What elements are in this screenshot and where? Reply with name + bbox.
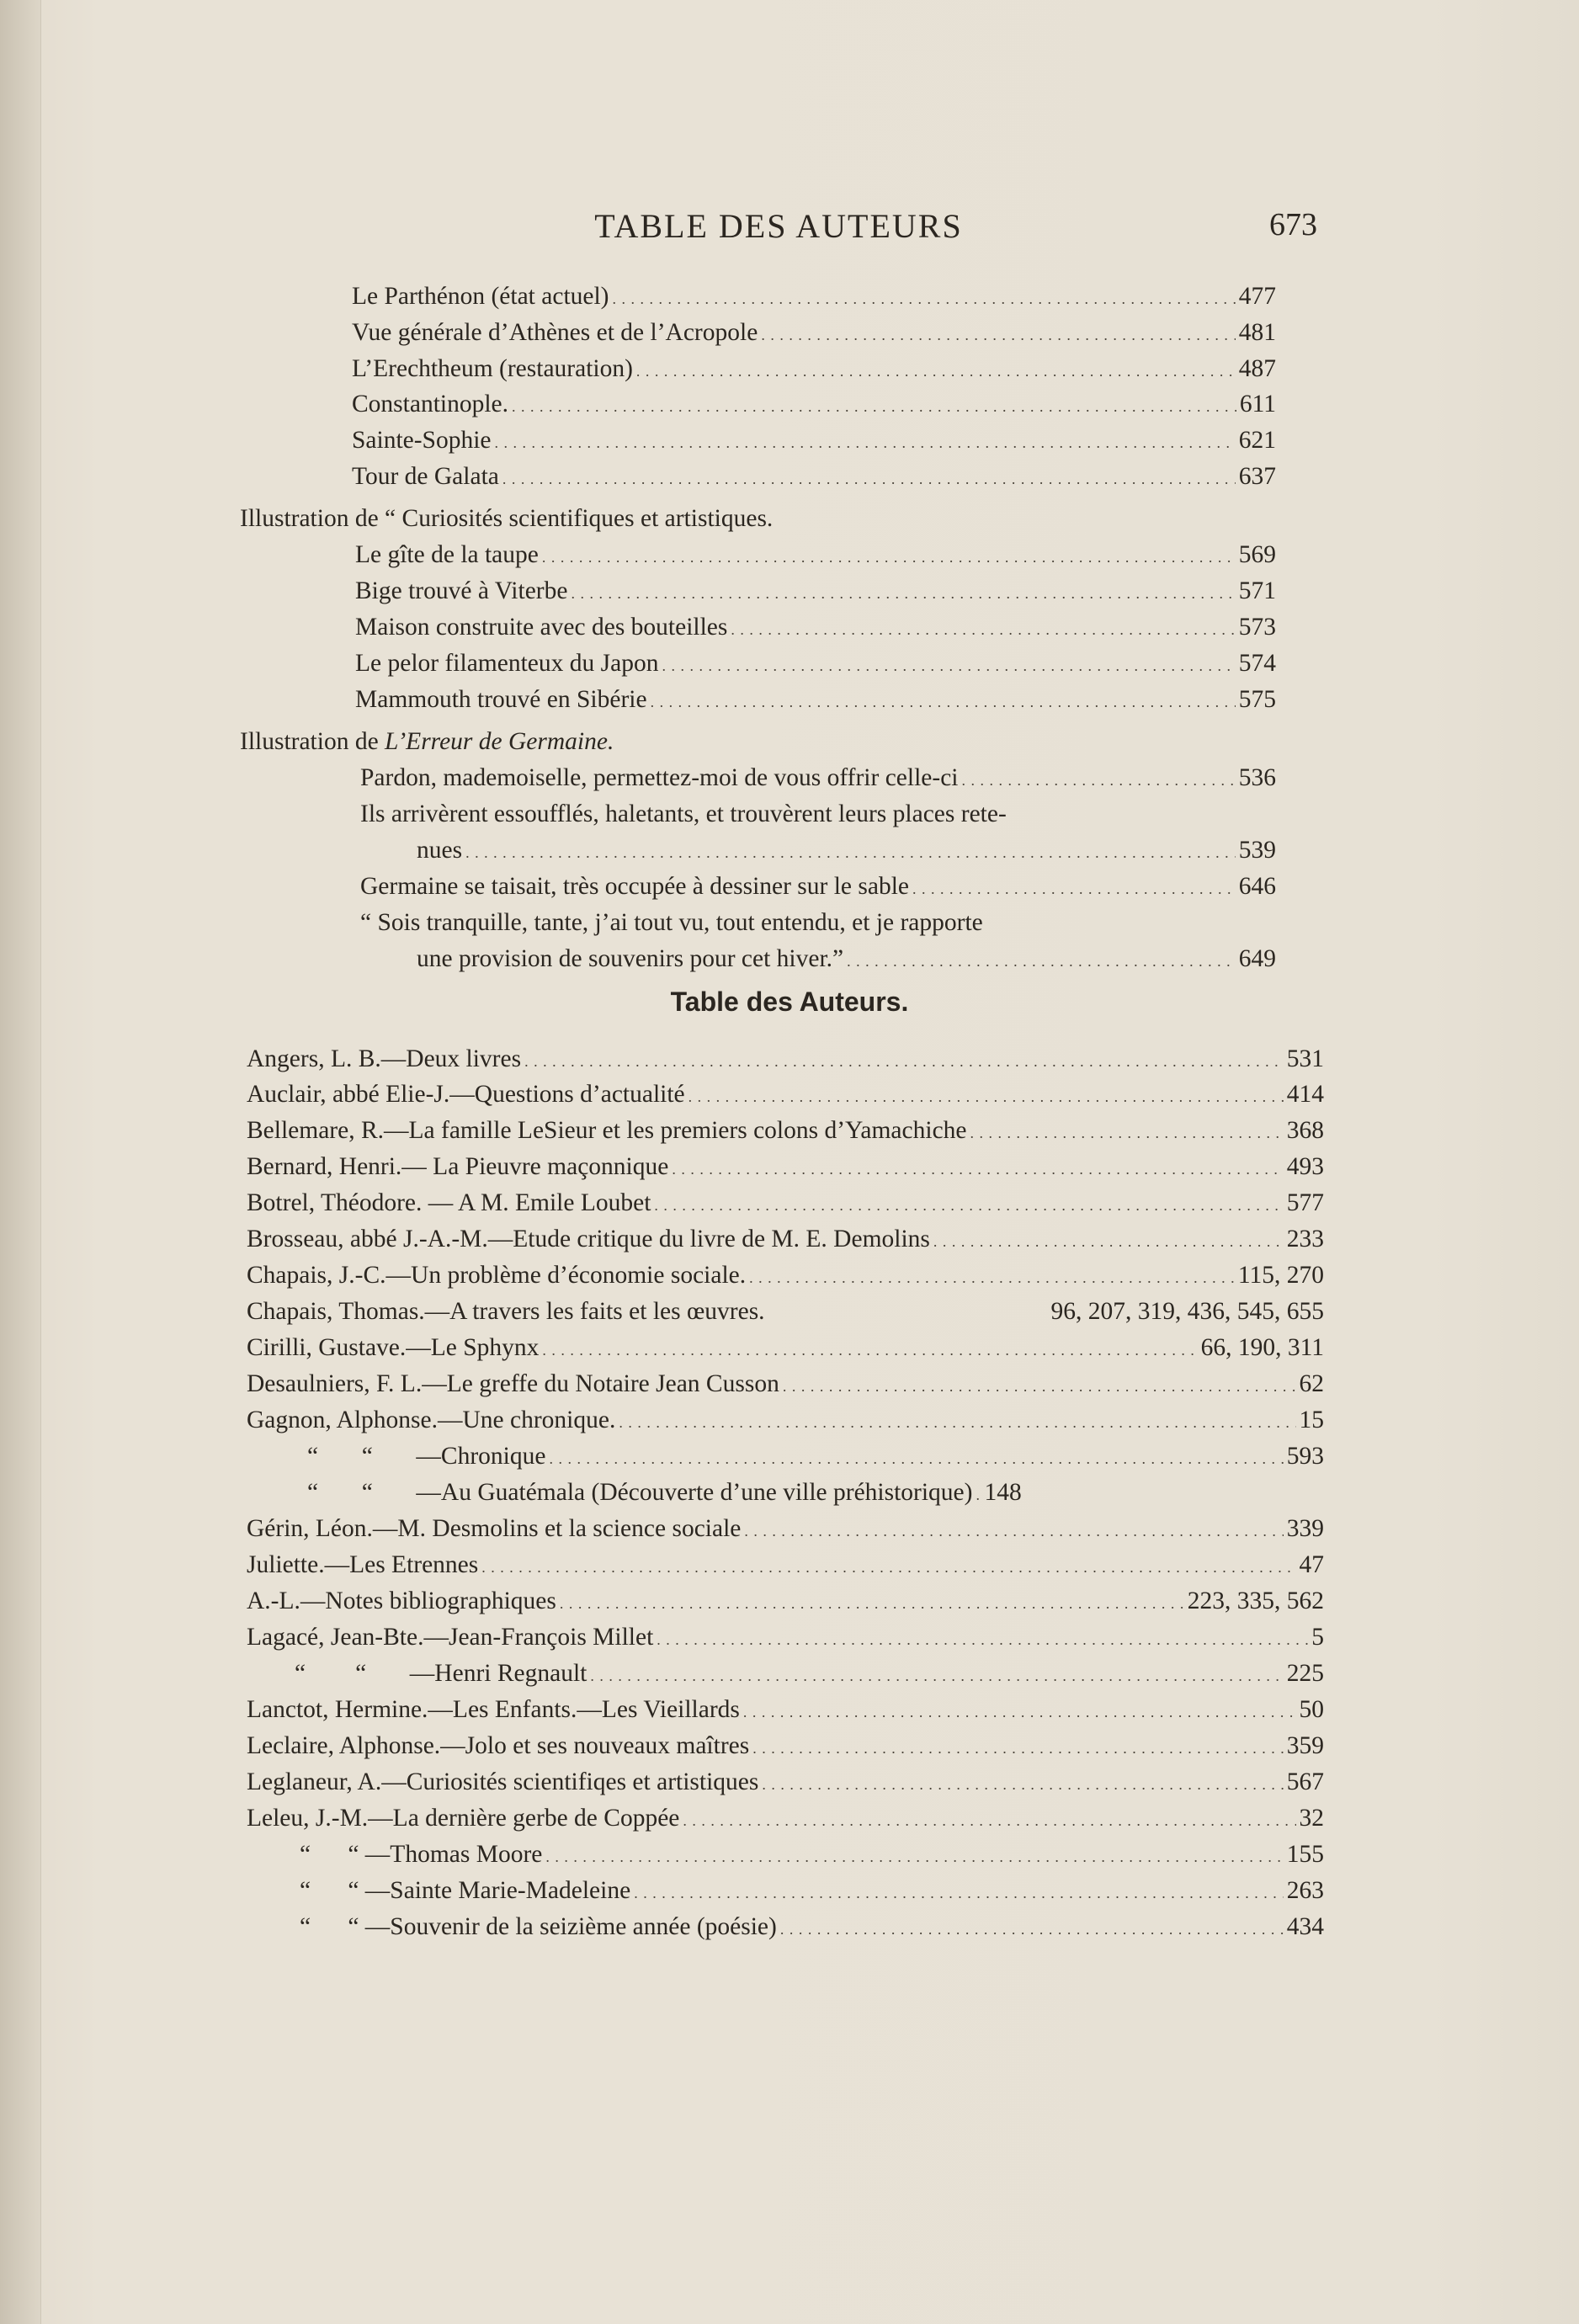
entry-title: “ “ —Henri Regnault [295, 1660, 587, 1687]
list-item [247, 1767, 1324, 1797]
entry-title: Maison construite avec des bouteilles [355, 614, 728, 641]
entry-title: Bernard, Henri.— La Pieuvre maçonnique [247, 1153, 669, 1180]
entry-page: 569 [1238, 541, 1276, 568]
list-item [247, 1079, 1324, 1109]
leader-dots [744, 1513, 1283, 1546]
entry-page: 47 [1299, 1551, 1324, 1578]
entry-page: 646 [1238, 873, 1276, 900]
leader-dots [495, 425, 1236, 458]
list-item [247, 1731, 1324, 1761]
list-item [247, 1694, 1324, 1725]
entry-title: Juliette.—Les Etrennes [247, 1551, 479, 1578]
leader-dots [654, 1188, 1283, 1220]
section-heading-prefix: Illustration de [240, 728, 385, 755]
entry-title: A.-L.—Notes bibliographiques [247, 1587, 556, 1614]
list-item [247, 1115, 1324, 1146]
leader-dots [657, 1622, 1308, 1655]
entry-title: Tour de Galata [352, 463, 499, 490]
entry-page: 233 [1286, 1226, 1324, 1252]
entry-page: 493 [1286, 1153, 1324, 1180]
leader-dots [481, 1550, 1295, 1582]
leader-dots [545, 1839, 1283, 1872]
leader-dots [590, 1658, 1283, 1691]
list-item [307, 1477, 1324, 1508]
entry-page: 649 [1238, 945, 1276, 972]
leader-dots [512, 389, 1236, 422]
entry-page: 368 [1286, 1117, 1324, 1144]
page-title: TABLE DES AUTEURS [594, 207, 963, 245]
leader-dots [634, 1875, 1284, 1908]
entry-page: 487 [1238, 355, 1276, 382]
list-item [355, 612, 1276, 642]
entry-title: “ “ —Au Guatémala (Découverte d’une ville préhistorique) [307, 1479, 973, 1506]
entry-page: 539 [1238, 837, 1276, 864]
entry-title: Leglaneur, A.—Curiosités scientifiqes et artistiques [247, 1768, 759, 1795]
list-item [355, 576, 1276, 606]
leader-dots [549, 1441, 1283, 1474]
list-item [247, 1586, 1324, 1616]
entry-title: “ “ —Chronique [307, 1443, 546, 1470]
entry-page: 148 [984, 1479, 1022, 1506]
entry-title: Lagacé, Jean-Bte.—Jean-François Millet [247, 1624, 654, 1651]
leader-dots [752, 1731, 1284, 1763]
leader-dots [688, 1079, 1284, 1112]
entry-title: Gérin, Léon.—M. Desmolins et la science sociale [247, 1515, 742, 1542]
entry-title-line: Ils arrivèrent essoufflés, haletants, et trouvèrent leurs places rete- [360, 800, 1007, 827]
list-item [352, 425, 1276, 455]
entry-title: Pardon, mademoiselle, permettez-moi de vous offrir celle-ci [360, 764, 959, 791]
leader-dots [465, 835, 1236, 868]
leader-gap [976, 1477, 981, 1510]
leader-dots [672, 1151, 1283, 1184]
leader-dots [502, 461, 1236, 494]
entry-page: 115, 270 [1237, 1262, 1324, 1289]
entry-title: Le gîte de la taupe [355, 541, 539, 568]
entry-title: Auclair, abbé Elie-J.—Questions d’actualité [247, 1081, 685, 1108]
entry-title: Le pelor filamenteux du Japon [355, 650, 659, 677]
leader-dots [762, 1767, 1283, 1800]
list-item [352, 461, 1276, 492]
list-item [352, 354, 1276, 384]
entry-title: Chapais, J.-C.—Un problème d’économie sociale. [247, 1262, 747, 1289]
list-item [355, 540, 1276, 570]
entry-page: 611 [1239, 391, 1276, 417]
entry-page: 223, 335, 562 [1187, 1587, 1324, 1614]
list-item [247, 1622, 1324, 1652]
entry-page: 50 [1299, 1696, 1324, 1723]
list-item [247, 1405, 1324, 1435]
leader-dots [731, 612, 1235, 645]
entry-title: Cirilli, Gustave.—Le Sphynx [247, 1334, 540, 1361]
entry-title: L’Erechtheum (restauration) [352, 355, 633, 382]
entry-page: 96, 207, 319, 436, 545, 655 [1050, 1298, 1324, 1325]
leader-dots [560, 1586, 1184, 1619]
entry-page: 477 [1238, 283, 1276, 310]
entry-page: 531 [1286, 1045, 1324, 1072]
leader-dots [571, 576, 1235, 609]
entry-page: 15 [1299, 1407, 1324, 1433]
authors-heading: Table des Auteurs. [670, 987, 909, 1017]
list-item [300, 1839, 1324, 1869]
entry-page: 155 [1286, 1841, 1324, 1868]
leader-dots [524, 1044, 1284, 1077]
entry-page: 593 [1286, 1443, 1324, 1470]
entry-title: une provision de souvenirs pour cet hiver.” [417, 945, 844, 972]
list-item [352, 389, 1276, 419]
section-heading-curiosites: Illustration de “ Curiosités scientifiques et artistiques. [240, 505, 774, 532]
entry-title: nues [417, 837, 463, 864]
entry-page: 574 [1238, 650, 1276, 677]
list-item [247, 1332, 1324, 1363]
entry-page: 481 [1238, 319, 1276, 346]
entry-title: Brosseau, abbé J.-A.-M.—Etude critique du livre de M. E. Demolins [247, 1226, 930, 1252]
entry-page: 339 [1286, 1515, 1324, 1542]
entry-title: Desaulniers, F. L.—Le greffe du Notaire Jean Cusson [247, 1370, 779, 1397]
leader-dots [933, 1224, 1284, 1257]
list-item [247, 1296, 1324, 1327]
leader-dots [619, 1405, 1295, 1438]
leader-dots [651, 684, 1236, 717]
entry-title: Bellemare, R.—La famille LeSieur et les premiers colons d’Yamachiche [247, 1117, 967, 1144]
section-heading-erreur [240, 726, 614, 757]
entry-page: 66, 190, 311 [1200, 1334, 1324, 1361]
entry-title: Vue générale d’Athènes et de l’Acropole [352, 319, 758, 346]
entry-title-line: “ Sois tranquille, tante, j’ai tout vu, tout entendu, et je rapporte [360, 909, 983, 936]
list-item [247, 1550, 1324, 1580]
entry-title: “ “ —Souvenir de la seizième année (poésie) [300, 1913, 777, 1940]
leader-dots [743, 1694, 1296, 1727]
leader-dots [683, 1803, 1295, 1836]
list-item [360, 763, 1276, 793]
entry-page: 567 [1286, 1768, 1324, 1795]
page-binding-edge [0, 0, 41, 2324]
entry-page: 359 [1286, 1732, 1324, 1759]
list-item [307, 1441, 1324, 1471]
section-heading-italic-title: L’Erreur de Germaine. [385, 728, 614, 755]
entry-page: 577 [1286, 1189, 1324, 1216]
entry-page: 637 [1238, 463, 1276, 490]
page-number: 673 [1269, 207, 1317, 242]
entry-title: Leclaire, Alphonse.—Jolo et ses nouveaux maîtres [247, 1732, 750, 1759]
list-item [247, 1803, 1324, 1833]
entry-title: Chapais, Thomas.—A travers les faits et les œuvres. [247, 1298, 765, 1325]
entry-page: 263 [1286, 1877, 1324, 1904]
entry-page: 225 [1286, 1660, 1324, 1687]
list-item [247, 1151, 1324, 1182]
entry-page: 434 [1286, 1913, 1324, 1940]
list-item [417, 944, 1276, 974]
entry-title: Bige trouvé à Viterbe [355, 577, 568, 604]
entry-page: 575 [1238, 686, 1276, 713]
leader-dots [912, 871, 1236, 904]
entry-title: Constantinople. [352, 391, 509, 417]
entry-title: Botrel, Théodore. — A M. Emile Loubet [247, 1189, 651, 1216]
list-item [417, 835, 1276, 865]
list-item [300, 1875, 1324, 1906]
list-item [247, 1224, 1324, 1254]
list-item [352, 317, 1276, 348]
leader-dots [780, 1912, 1284, 1944]
entry-page: 621 [1238, 427, 1276, 454]
entry-page: 32 [1299, 1805, 1324, 1832]
entry-title: Germaine se taisait, très occupée à dessiner sur le sable [360, 873, 910, 900]
leader-dots [847, 944, 1236, 976]
entry-title: Lanctot, Hermine.—Les Enfants.—Les Vieillards [247, 1696, 740, 1723]
entry-title: Leleu, J.-M.—La dernière gerbe de Coppée [247, 1805, 680, 1832]
entry-title: Mammouth trouvé en Sibérie [355, 686, 647, 713]
entry-title: Le Parthénon (état actuel) [352, 283, 609, 310]
list-item [295, 1658, 1324, 1688]
leader-dots [662, 648, 1235, 681]
leader-dots [961, 763, 1235, 795]
entry-page: 571 [1238, 577, 1276, 604]
entry-page: 536 [1238, 764, 1276, 791]
leader-dots [761, 317, 1235, 350]
entry-page: 573 [1238, 614, 1276, 641]
list-item [360, 871, 1276, 901]
list-item [300, 1912, 1324, 1942]
leader-dots [783, 1369, 1296, 1401]
list-item [247, 1188, 1324, 1218]
leader-dots [749, 1260, 1235, 1293]
list-item [247, 1044, 1324, 1074]
list-item [355, 684, 1276, 715]
list-item [247, 1513, 1324, 1544]
entry-title: “ “ —Thomas Moore [300, 1841, 543, 1868]
entry-page: 62 [1299, 1370, 1324, 1397]
running-head [240, 206, 1317, 248]
leader-dots [613, 281, 1236, 314]
leader-dots [542, 540, 1236, 572]
leader-dots [542, 1332, 1197, 1365]
leader-dots [970, 1115, 1284, 1148]
entry-title: Sainte-Sophie [352, 427, 492, 454]
leader-dots [636, 354, 1236, 386]
entry-title: Gagnon, Alphonse.—Une chronique. [247, 1407, 616, 1433]
entry-page: 5 [1311, 1624, 1324, 1651]
list-item [247, 1369, 1324, 1399]
list-item [247, 1260, 1324, 1290]
entry-title: Angers, L. B.—Deux livres [247, 1045, 522, 1072]
entry-page: 414 [1286, 1081, 1324, 1108]
list-item [352, 281, 1276, 311]
entry-title: “ “ —Sainte Marie-Madeleine [300, 1877, 631, 1904]
list-item [355, 648, 1276, 678]
